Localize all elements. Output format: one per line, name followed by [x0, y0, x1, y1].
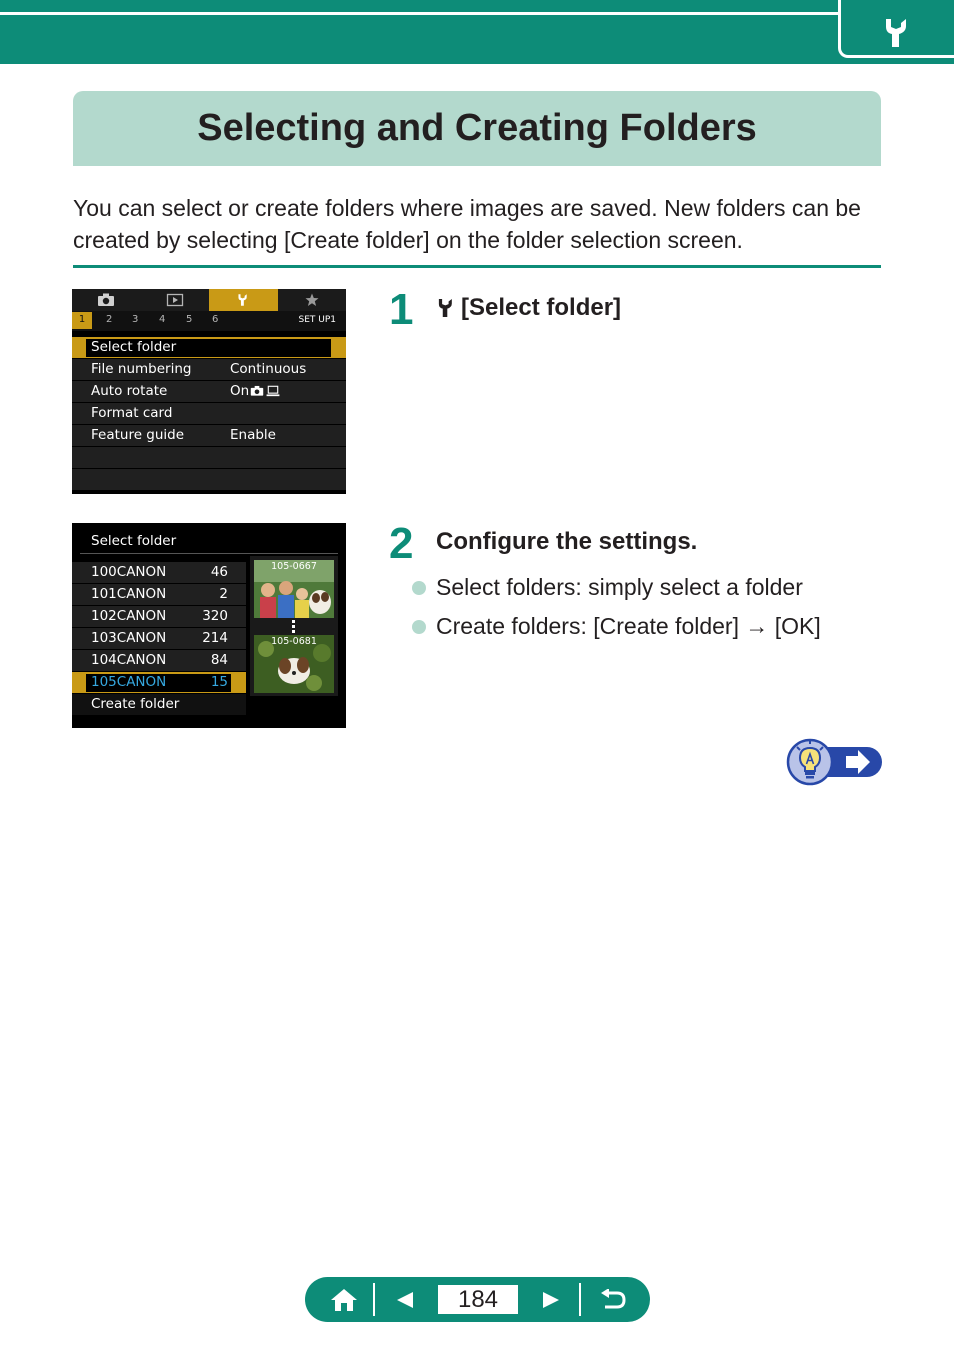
- menu-row-value: On: [230, 383, 250, 399]
- triangle-right-icon: [541, 1291, 561, 1309]
- folder-row[interactable]: [72, 606, 246, 628]
- bullet-dot: [412, 581, 426, 595]
- menu-row-label: Format card: [91, 405, 173, 421]
- menu-row-value: Enable: [230, 427, 276, 443]
- menu-row-feature-guide[interactable]: [72, 425, 346, 447]
- folder-name: 103CANON: [91, 630, 167, 646]
- menu-row-label: File numbering: [91, 361, 192, 377]
- return-arrow-icon: [600, 1289, 626, 1311]
- thumbnail-caption: 105-0667: [271, 561, 317, 572]
- folder-row[interactable]: [72, 562, 246, 584]
- thumbnail-caption: 105-0681: [271, 636, 317, 647]
- folder-count: 15: [210, 674, 228, 690]
- bottom-navigation: [305, 1277, 650, 1322]
- menu-row-value: Continuous: [230, 361, 307, 377]
- menu-row-empty: [72, 469, 346, 491]
- tab-setup: [209, 289, 278, 311]
- menu-row-label: Auto rotate: [91, 383, 168, 399]
- create-folder-label: Create folder: [91, 696, 180, 712]
- step-title: [435, 294, 621, 322]
- menu-row-format-card[interactable]: [72, 403, 346, 425]
- star-icon: [305, 293, 319, 307]
- menu-row-label: Select folder: [91, 339, 177, 355]
- playback-icon: [166, 293, 184, 307]
- menu-page-label: SET UP1: [298, 315, 336, 325]
- list-item: [410, 568, 890, 607]
- folder-name: 102CANON: [91, 608, 167, 624]
- menu-row-value-group: [230, 383, 280, 399]
- screen-title: Select folder: [91, 533, 177, 549]
- folder-count: 84: [210, 652, 228, 668]
- camera-menu-screen: [72, 289, 346, 494]
- top-bar: [0, 0, 954, 64]
- home-icon: [330, 1288, 358, 1312]
- intro-text: You can select or create folders where images are saved. New folders can be created by selecting [Create folder] on the folder selection screen.: [73, 195, 861, 253]
- thumbnail-first: [254, 560, 334, 618]
- thumbnail-second: [254, 635, 334, 693]
- computer-icon: [266, 385, 280, 397]
- previous-page-button[interactable]: [385, 1277, 425, 1322]
- wrench-icon: [236, 292, 250, 308]
- page-number: 6: [212, 314, 219, 325]
- folder-name: 105CANON: [91, 674, 167, 690]
- tab-shooting: [72, 289, 141, 311]
- folder-row[interactable]: [72, 584, 246, 606]
- nav-separator: [579, 1283, 581, 1316]
- step-number: 2: [389, 519, 414, 568]
- page-number: 184: [437, 1284, 519, 1315]
- page-number: 1: [72, 312, 92, 329]
- create-folder-row[interactable]: [72, 694, 246, 716]
- next-page-button[interactable]: [531, 1277, 571, 1322]
- menu-page-numbers: [72, 311, 346, 331]
- more-indicator: [292, 620, 296, 635]
- folder-name: 104CANON: [91, 652, 167, 668]
- menu-tabs: [72, 289, 346, 311]
- top-bar-line: [0, 12, 840, 15]
- list-item-text: Create folders: [Create folder] → [OK]: [436, 613, 821, 639]
- folder-count: 46: [210, 564, 228, 580]
- folder-name: 100CANON: [91, 564, 167, 580]
- list-item-text: Select folders: simply select a folder: [436, 574, 803, 600]
- return-button[interactable]: [591, 1277, 635, 1322]
- wrench-icon: [880, 16, 914, 50]
- menu-row-auto-rotate[interactable]: [72, 381, 346, 403]
- page-number: 3: [132, 314, 139, 325]
- folder-select-screen: [72, 523, 346, 728]
- step-title-text: Configure the settings.: [436, 528, 698, 555]
- menu-row-label: Feature guide: [91, 427, 185, 443]
- screen-divider: [80, 553, 338, 554]
- folder-count: 2: [219, 586, 228, 602]
- step-number: 1: [389, 285, 414, 334]
- step-title: [436, 528, 697, 556]
- wrench-icon: [435, 296, 457, 320]
- folder-count: 214: [202, 630, 228, 646]
- thumbnail-panel: [250, 556, 338, 696]
- hint-next-button[interactable]: [786, 738, 882, 786]
- folder-row[interactable]: [72, 628, 246, 650]
- page-title: Selecting and Creating Folders: [197, 107, 757, 149]
- title-banner: [73, 91, 881, 166]
- step-title-text: [Select folder]: [461, 294, 622, 321]
- folder-row-selected[interactable]: [72, 672, 246, 694]
- tab-playback: [141, 289, 210, 311]
- menu-row-select-folder[interactable]: [72, 337, 346, 359]
- menu-row-empty: [72, 447, 346, 469]
- page-number: 4: [159, 314, 166, 325]
- tab-mymenu: [278, 289, 347, 311]
- instruction-list: [410, 568, 890, 646]
- folder-row[interactable]: [72, 650, 246, 672]
- triangle-left-icon: [395, 1291, 415, 1309]
- bullet-dot: [412, 620, 426, 634]
- page-number: 5: [186, 314, 193, 325]
- camera-icon: [250, 385, 264, 397]
- nav-separator: [373, 1283, 375, 1316]
- home-button[interactable]: [323, 1277, 365, 1322]
- menu-row-file-numbering[interactable]: [72, 359, 346, 381]
- divider: [73, 265, 881, 268]
- page-number: 2: [106, 314, 113, 325]
- camera-icon: [97, 293, 115, 307]
- list-item: [410, 607, 890, 646]
- folder-count: 320: [202, 608, 228, 624]
- folder-name: 101CANON: [91, 586, 167, 602]
